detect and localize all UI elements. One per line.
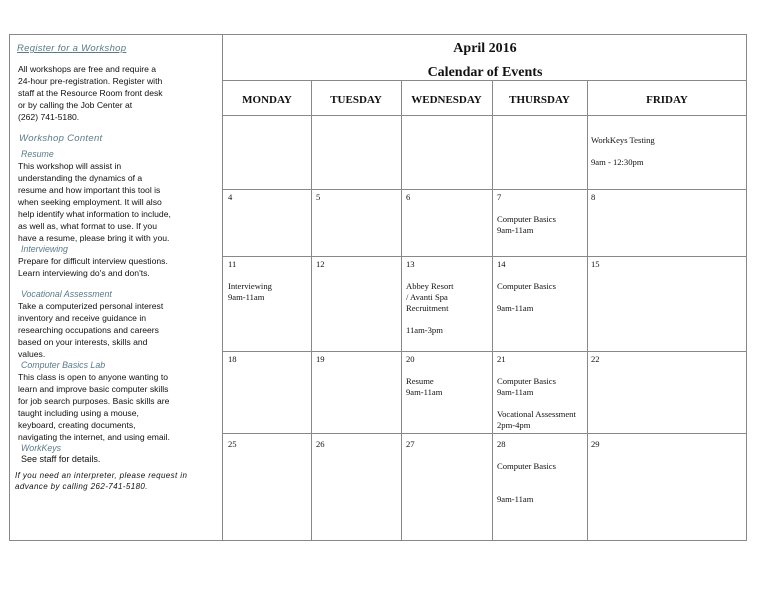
grid-line: [587, 80, 588, 541]
calendar-cell: 26: [316, 439, 325, 449]
register-title: [17, 43, 216, 54]
grid-line: [401, 80, 402, 541]
calendar-cell: 5: [316, 192, 321, 202]
calendar-cell: 19: [316, 354, 325, 364]
resume-title: Resume: [21, 149, 54, 159]
computer-basics-text: This class is open to anyone wanting to learn and improve basic computer skills for job search purposes. Basic skills are taught including using a mouse, keyboard, creating documents, navigating the internet, and using email.: [18, 372, 170, 442]
vocational-text: Take a computerized personal interest inventory and receive guidance in researching occupations and careers based on your interests, skills and values.: [18, 301, 164, 359]
calendar-cell: 27: [406, 439, 415, 449]
calendar-cell: 7 Computer Basics 9am-11am: [497, 192, 556, 235]
calendar-cell: 22: [591, 354, 600, 364]
day-header-friday: FRIDAY: [646, 94, 688, 106]
grid-line: [223, 351, 747, 352]
grid-line: [223, 115, 747, 116]
workshop-sidebar: [9, 34, 223, 541]
calendar-cell: 14 Computer Basics 9am-11am: [497, 259, 556, 313]
calendar: [223, 34, 747, 541]
vocational-title: Vocational Assessment: [21, 289, 112, 299]
calendar-cell: 4: [228, 192, 233, 202]
calendar-cell: 28 Computer Basics 9am-11am: [497, 439, 556, 504]
calendar-cell: 6: [406, 192, 411, 202]
day-header-wednesday: WEDNESDAY: [411, 94, 482, 106]
calendar-cell: 21 Computer Basics 9am-11am Vocational Assessment 2pm-4pm: [497, 354, 576, 430]
grid-line: [492, 80, 493, 541]
calendar-cell: WorkKeys Testing 9am - 12:30pm: [591, 135, 655, 167]
interpreter-note: If you need an interpreter, please request in advance by calling 262-741-5180.: [15, 471, 188, 491]
grid-line: [223, 189, 747, 190]
day-header-tuesday: TUESDAY: [330, 94, 382, 106]
resume-text: This workshop will assist in understanding the dynamics of a resume and how important this tool is when seeking employment. It will also help identify what information to include, as well as, what format to use. If you have a resume, please bring it with you.: [18, 161, 171, 243]
workshop-content-title: Workshop Content: [19, 133, 103, 144]
day-header-thursday: THURSDAY: [509, 94, 570, 106]
calendar-cell: 29: [591, 439, 600, 449]
calendar-cell: 25: [228, 439, 237, 449]
calendar-cell: 12: [316, 259, 325, 269]
grid-line: [223, 433, 747, 434]
calendar-subtitle: Calendar of Events: [427, 65, 543, 80]
workkeys-title: WorkKeys: [21, 443, 62, 453]
interviewing-text: Prepare for difficult interview questions. Learn interviewing do's and don'ts.: [18, 256, 168, 278]
calendar-cell: 18: [228, 354, 237, 364]
calendar-cell: 11 Interviewing 9am-11am: [228, 259, 272, 302]
interviewing-title: Interviewing: [21, 244, 68, 254]
computer-basics-title: Computer Basics Lab: [21, 360, 106, 370]
day-header-monday: MONDAY: [242, 94, 292, 106]
register-text: All workshops are free and require a 24-hour pre-registration. Register with staff at the Resource Room front desk or by calling the Job Center at (262) 741-5180.: [18, 64, 163, 122]
grid-line: [223, 256, 747, 257]
calendar-month: April 2016: [453, 41, 517, 56]
register-title-text: Register for a Workshop: [17, 43, 127, 54]
workkeys-text: See staff for details.: [21, 454, 101, 464]
calendar-cell: 13 Abbey Resort / Avanti Spa Recruitment 11am-3pm: [406, 259, 454, 335]
grid-line: [311, 80, 312, 541]
calendar-title: [223, 34, 747, 80]
grid-line: [223, 80, 747, 81]
calendar-cell: 20 Resume 9am-11am: [406, 354, 443, 397]
calendar-cell: 15: [591, 259, 600, 269]
calendar-cell: 8: [591, 192, 596, 202]
